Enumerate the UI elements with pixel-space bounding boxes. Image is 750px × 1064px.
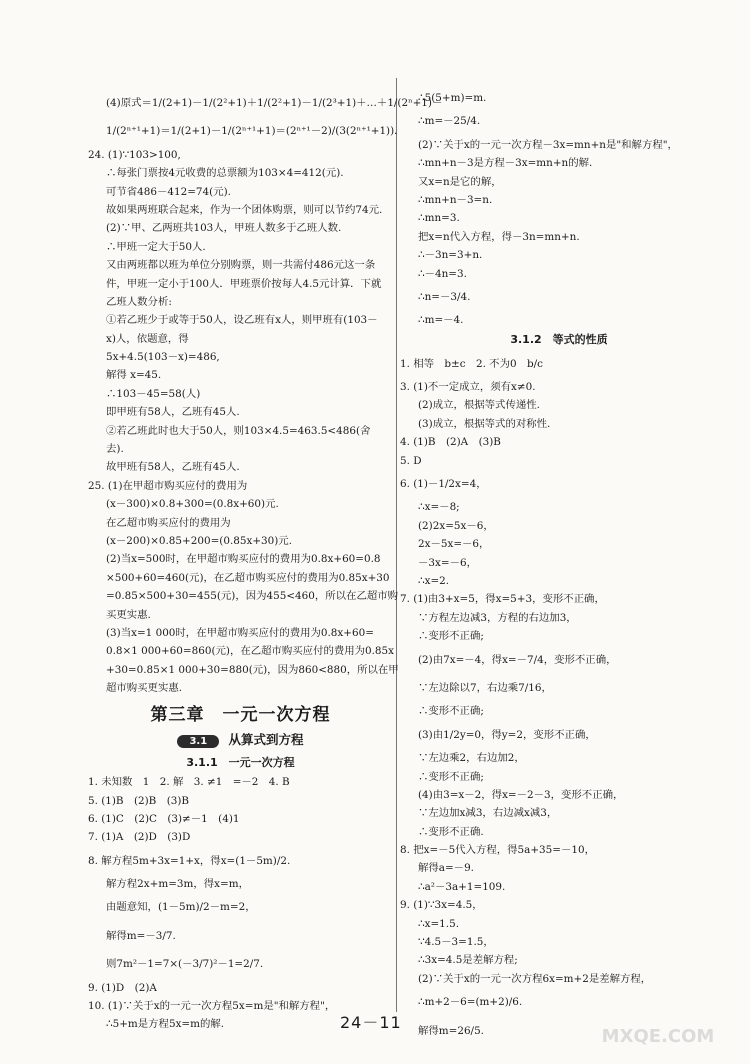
left-lines-line: ∴103－45=58(人) xyxy=(106,387,201,400)
right-lines-line: 又x=n是它的解， xyxy=(418,175,502,188)
right-lines-2-line: ∴x=－8; xyxy=(418,501,460,514)
watermark-icon xyxy=(588,1004,728,1054)
left-lines-2-line: 6. (1)C (2)C (3)≠－1 (4)1 xyxy=(88,812,240,825)
left-lines-line: 乙班人数分析: xyxy=(106,295,172,308)
left-lines-line: ①若乙班少于或等于50人，设乙班有x人，则甲班有(103－ xyxy=(106,314,378,327)
right-lines-2-line: (4)由3=x－2，得x=－2－3，变形不正确， xyxy=(418,788,624,801)
right-lines-2-line: 4. (1)B (2)A (3)B xyxy=(400,436,501,449)
right-lines-line: ∴mn=3. xyxy=(418,212,460,225)
right-answers-part1 xyxy=(400,90,718,328)
left-lines-line: 即甲班有58人，乙班有45人. xyxy=(106,406,240,419)
left-lines-line: 故甲班有58人，乙班有45人. xyxy=(106,461,240,474)
left-lines-line: 25. (1)在甲超市购买应付的费用为 xyxy=(88,479,248,492)
left-lines-2-line: 7. (1)A (2)D (3)D xyxy=(88,831,191,844)
left-lines-line: 0.8×1 000+60=860(元)，在乙超市购买应付的费用为0.85x xyxy=(106,645,395,658)
right-lines-2-line: ∴x=2. xyxy=(418,574,450,587)
left-lines-line: 去). xyxy=(106,443,124,456)
right-lines-line: ∴mn+n－3是方程－3x=mn+n的解. xyxy=(418,157,593,170)
left-lines-line: ∴甲班一定大于50人. xyxy=(106,240,206,253)
right-lines-2-line: (2)由7x=－4，得x=－7/4，变形不正确， xyxy=(418,653,617,666)
right-lines-2-line: (2)∵关于x的一元一次方程6x=m+2是差解方程， xyxy=(418,972,652,985)
right-lines-line: ∴n=－3/4. xyxy=(418,290,471,303)
right-lines-line: ∴－4n=3. xyxy=(418,267,467,280)
right-lines-2-line: 5. D xyxy=(400,454,422,467)
left-lines-2-line: 解得m=－3/7. xyxy=(106,929,176,942)
right-lines-2-line: －3x=－6， xyxy=(418,556,477,569)
right-lines-2-line: 7. (1)由3+x=5，得x=5+3，变形不正确， xyxy=(400,593,605,606)
left-lines-line: 5x+4.5(103－x)=486, xyxy=(106,351,220,364)
right-lines-2-line: ∴变形不正确; xyxy=(418,770,484,783)
left-answers-part2 xyxy=(88,774,393,1032)
section-heading xyxy=(88,730,393,748)
left-lines-line: (4)原式＝1/(2+1)－1/(2²+1)＋1/(2²+1)－1/(2³+1)＋…＋1/(2ⁿ+1)－ xyxy=(106,97,443,109)
left-lines-line: ×500+60=460(元)，在乙超市购买应付的费用为0.85x+30 xyxy=(106,571,390,584)
watermark-text: MXQE.COM xyxy=(601,1026,715,1047)
right-lines-2-line: ∵左边加x减3，右边减x减3， xyxy=(418,807,558,820)
right-lines-2-line: (2)成立，根据等式传递性. xyxy=(418,399,540,412)
right-lines-line: ∴5(5+m)=m. xyxy=(418,92,487,104)
left-lines-line: 又由两班都以班为单位分别购票，则一共需付486元这一条 xyxy=(106,259,376,272)
left-lines-line: (2)∵甲、乙两班共103人，甲班人数多于乙班人数. xyxy=(106,222,342,235)
right-lines-2-line: 6. (1)－1/2x=4， xyxy=(400,478,487,491)
right-lines-2-line: 3. (1)不一定成立，须有x≠0. xyxy=(400,381,536,394)
left-lines-line: +30=0.85×1 000+30=880(元)，因为860<880，所以在甲 xyxy=(106,663,399,676)
right-lines-line: ∴m=－25/4. xyxy=(418,115,481,128)
left-lines-line: 在乙超市购买应付的费用为 xyxy=(106,516,231,529)
right-lines-2-line: ∴3x=4.5是差解方程; xyxy=(418,954,518,967)
right-lines-2-line: ∵4.5－3=1.5， xyxy=(418,936,494,949)
left-lines-2-line: 10. (1)∵关于x的一元一次方程5x=m是"和解方程"， xyxy=(88,1000,336,1013)
right-lines-2-line: 解得a=－9. xyxy=(418,862,474,875)
left-lines-line: (3)当x=1 000时，在甲超市购买应付的费用为0.8x+60= xyxy=(106,626,374,639)
left-lines-line: (x－300)×0.8+300=(0.8x+60)元. xyxy=(106,498,279,511)
left-lines-line: 买更实惠. xyxy=(106,608,151,621)
right-lines-2-line: (3)由1/2y=0，得y=2，变形不正确， xyxy=(418,728,596,741)
left-lines-2-line: ∴5+m是方程5x=m的解. xyxy=(106,1018,225,1031)
subsection-3-1-1: 3.1.1 一元一次方程 xyxy=(186,756,295,770)
right-lines-2-line: 1. 相等 b±c 2. 不为0 b/c xyxy=(400,357,543,370)
left-lines-2-line: 1. 未知数 1 2. 解 3. ≠1 =－2 4. B xyxy=(88,776,290,789)
chapter-title: 第三章 一元一次方程 xyxy=(150,705,331,726)
right-lines-2-line: 解得m=26/5. xyxy=(418,1024,484,1037)
left-lines-line: 件，甲班一定小于100人．甲班票价按每人4.5元计算．下就 xyxy=(106,277,382,290)
right-lines-2-line: 9. (1)∵3x=4.5， xyxy=(400,899,483,912)
left-lines-line: ∴每张门票按4元收费的总票额为103×4=412(元). xyxy=(106,167,344,180)
right-lines-2-line: ∴a²－3a+1=109. xyxy=(418,880,506,893)
right-lines-line: (2)∵关于x的一元一次方程－3x=mn+n是"和解方程"， xyxy=(418,138,678,151)
right-lines-line: 把x=n代入方程，得－3n=mn+n. xyxy=(418,230,580,243)
column-divider xyxy=(396,78,397,1012)
right-lines-2-line: ∵方程左边减3，方程的右边加3， xyxy=(418,611,577,624)
left-lines-2-line: 5. (1)B (2)B (3)B xyxy=(88,794,190,807)
left-lines-line: 超市购买更实惠. xyxy=(106,682,183,695)
watermark-logo xyxy=(588,1004,728,1054)
right-lines-2-line: ∴m+2－6=(m+2)/6. xyxy=(418,996,523,1009)
right-lines-2-line: 2x－5x=－6， xyxy=(418,538,490,551)
right-lines-line: ∴mn+n－3=n. xyxy=(418,193,493,206)
left-lines-2-line: 解方程2x+m=3m，得x=m， xyxy=(106,878,249,891)
left-lines-line: (x－200)×0.85+200=(0.85x+30)元. xyxy=(106,534,293,547)
left-lines-2-line: 由题意知，(1－5m)/2－m=2， xyxy=(106,901,256,914)
right-lines-2-line: ∵左边除以7，右边乘7/16， xyxy=(418,681,552,694)
right-lines-2-line: ∴变形不正确; xyxy=(418,630,484,643)
left-lines-line: (2)当x=500时，在甲超市购买应付的费用为0.8x+60=0.8 xyxy=(106,553,381,566)
left-lines-line: ②若乙班此时也大于50人，则103×4.5=463.5<486(舍 xyxy=(106,424,371,437)
right-lines-2-line: 8. 把x=－5代入方程，得5a+35=－10， xyxy=(400,844,595,857)
page-number: 24－11 xyxy=(340,1013,402,1032)
right-lines-2-line: (2)2x=5x－6， xyxy=(418,519,494,532)
subsection-3-1-2: 3.1.2 等式的性质 xyxy=(510,332,608,346)
left-lines-2-line: 8. 解方程5m+3x=1+x，得x=(1－5m)/2. xyxy=(88,854,291,867)
right-answers-part2 xyxy=(400,351,718,1044)
right-lines-line: ∴m=－4. xyxy=(418,314,464,327)
right-column xyxy=(400,90,718,1046)
right-lines-2-line: ∴变形不正确; xyxy=(418,705,484,718)
right-lines-2-line: ∴变形不正确. xyxy=(418,825,484,838)
left-lines-2-line: 则7m²－1=7×(－3/7)²－1=2/7. xyxy=(106,958,264,971)
left-lines-line: 24. (1)∵103>100, xyxy=(88,148,181,161)
right-lines-2-line: ∴x=1.5. xyxy=(418,917,460,930)
left-lines-line: x)人，依题意，得 xyxy=(106,332,189,345)
left-lines-2-line: 9. (1)D (2)A xyxy=(88,981,157,994)
left-lines-line: 1/(2ⁿ⁺¹+1)＝1/(2+1)－1/(2ⁿ⁺¹+1)＝(2ⁿ⁺¹－2)/(3(2ⁿ⁺¹+1))． xyxy=(106,125,405,138)
left-lines-line: =0.85×500+30=455(元)，因为455<460，所以在乙超市购 xyxy=(106,590,399,603)
right-lines-line: ∴－3n=3+n. xyxy=(418,249,483,262)
right-lines-2-line: ∵左边乘2，右边加2， xyxy=(418,752,525,765)
left-lines-line: 故如果两班联合起来，作为一个团体购票，则可以节约74元. xyxy=(106,203,383,216)
section-title: 从算式到方程 xyxy=(228,732,304,748)
left-lines-line: 解得 x=45. xyxy=(106,369,162,382)
left-lines-line: 可节省486－412=74(元). xyxy=(106,185,231,198)
section-badge: 3.1 xyxy=(177,735,219,748)
right-lines-2-line: (3)成立，根据等式的对称性. xyxy=(418,417,551,430)
